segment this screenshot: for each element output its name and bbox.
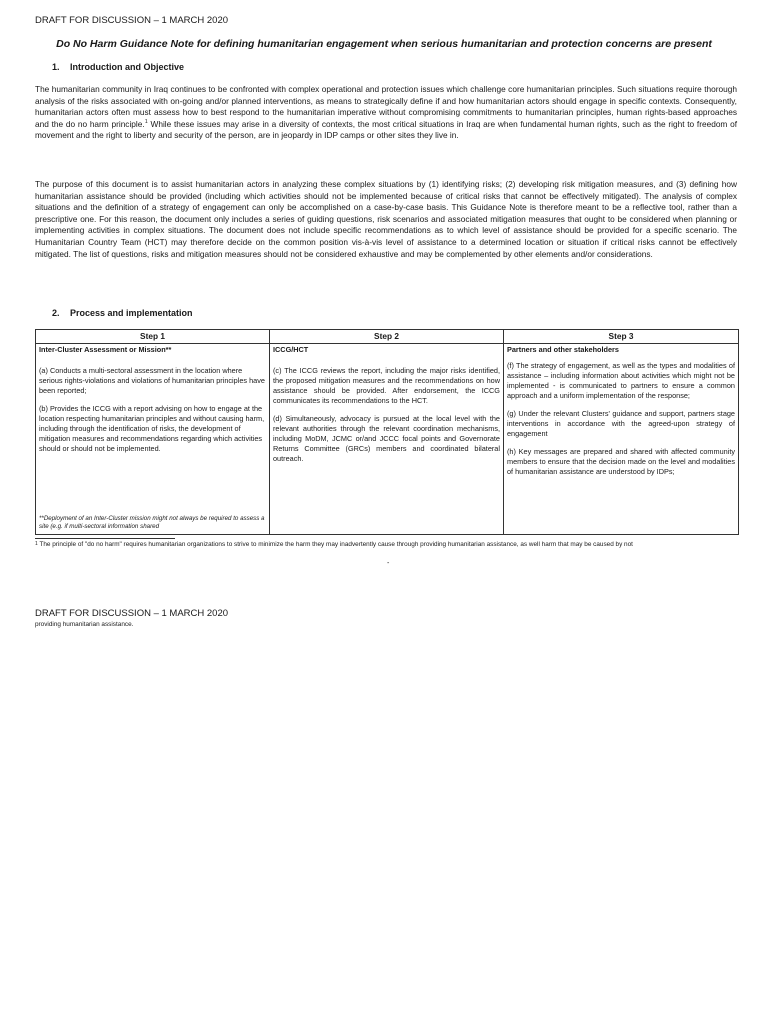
intro-paragraph-2: The purpose of this document is to assist humanitarian actors in analyzing these complex situations by (1) identifying risks; (2) developing risk mitigation measures, and (3) defining how humanitarian assistance should be provided (including which activities should not be implemented because of critical risks that cannot be effectively mitigated). The analysis of complex situations and the definition of a strategy of engagement can only be accomplished on a case-by-case basis. This Guidance Note is therefore meant to be a reflective tool, rather than a prescriptive one. For this reason, the document only includes a series of guiding questions, risk scenarios and associated mitigation measures that ought to be considered when planning or implementing activities in complex situations. The document does not include specific recommendations as to which level of assistance should be provided for a specific scenario. The Humanitarian Country Team (HCT) may therefore decide on the common position vis-à-vis level of assistance to a determined location or situation if critical risks cannot be effectively mitigated. The list of questions, risks and mitigation measures should not be considered exhaustive and may be complemented by other elements and/or considerations. bbox=[35, 179, 737, 259]
step-1-cell bbox=[36, 344, 270, 535]
intro-paragraph-1-tail: While these issues may arise in a diversity of contexts, the most critical situations in Iraq are when fundamental human rights, such as the right to freedom of movement and the right to liberty and security of the person, are in jeopardy in IDP camps or other sites they live in. bbox=[35, 118, 738, 141]
step-2-header: Step 2 bbox=[270, 330, 504, 344]
page-marker: - bbox=[387, 560, 390, 567]
step-1-header: Step 1 bbox=[36, 330, 270, 344]
footnote-number: 1 bbox=[35, 541, 38, 547]
draft-header: DRAFT FOR DISCUSSION – 1 MARCH 2020 bbox=[35, 15, 229, 26]
table-row bbox=[36, 344, 739, 535]
section-1-number: 1. bbox=[52, 62, 60, 72]
footnote-continuation: providing humanitarian assistance. bbox=[35, 621, 134, 628]
step-1-actor: Inter-Cluster Assessment or Mission** bbox=[39, 345, 172, 354]
section-1-heading bbox=[52, 62, 184, 72]
intro-paragraph-1 bbox=[35, 84, 737, 142]
section-1-title: Introduction and Objective bbox=[70, 62, 185, 72]
section-2-title: Process and implementation bbox=[70, 308, 193, 318]
document-title: Do No Harm Guidance Note for defining humanitarian engagement when serious humanitarian and protection concerns are present bbox=[56, 38, 712, 50]
step-2-item-d: (d) Simultaneously, advocacy is pursued at the local level with the relevant authorities through the relevant coordination mechanisms, including MoDM, JCMC or/and JCCC focal points and Governorate Returns Committee (GRCs) members and coordinated bilateral outreach. bbox=[273, 414, 500, 463]
section-2-heading bbox=[52, 308, 193, 318]
section-2-number: 2. bbox=[52, 308, 60, 318]
intro-paragraph-1-main: The humanitarian community in Iraq continues to be confronted with complex operational and protection issues which challenge core humanitarian principles. Such situations require thorough analysis of the risks associated with on-going and/or planned interventions, as means to strategically define if and how humanitarian actors should engage in specific contexts. Consequently, humanitarian actors often must assess how to best respond to the humanitarian imperative without compromising commitments to humanitarian principles, human rights-based approaches and the do no harm principle. bbox=[35, 84, 737, 129]
footnote-text: The principle of "do no harm" requires humanitarian organizations to strive to minimize the harm they may inadvertently cause through providing humanitarian assistance, as well harm that may be caused by not bbox=[39, 541, 633, 548]
footnote-divider bbox=[35, 538, 175, 539]
step-3-header: Step 3 bbox=[504, 330, 739, 344]
step-3-item-h: (h) Key messages are prepared and shared with affected community members to ensure that the decision made on the level and modalities of humanitarian assistance are understood by IDPs; bbox=[507, 447, 735, 476]
step-2-item-c: (c) The ICCG reviews the report, including the major risks identified, the proposed mitigation measures and the recommendations on how assistance should be provided. After endorsement, the ICCG communicates its recommendations to the HCT. bbox=[273, 366, 500, 405]
draft-header-repeat: DRAFT FOR DISCUSSION – 1 MARCH 2020 bbox=[35, 608, 229, 619]
step-3-item-g: (g) Under the relevant Clusters' guidance and support, partners stage interventions in accordance with the agreed-upon strategy of engagement bbox=[507, 409, 735, 438]
table-header-row bbox=[36, 330, 739, 344]
step-2-cell bbox=[270, 344, 504, 535]
footnote-ref[interactable]: 1 bbox=[144, 118, 148, 125]
step-1-item-b: (b) Provides the ICCG with a report advising on how to engage at the location respecting humanitarian principles and without causing harm, including through the identification of risks, the development of mitigation measures and recommendations regarding which activities should or should not be implemented. bbox=[39, 404, 265, 453]
step-1-note: **Deployment of an Inter-Cluster mission might not always be required to assess a site (e.g. if multi-sectoral information shared bbox=[39, 515, 265, 530]
process-steps-table bbox=[35, 329, 739, 535]
step-2-actor: ICCG/HCT bbox=[273, 345, 309, 354]
step-3-actor: Partners and other stakeholders bbox=[507, 345, 619, 354]
footnote bbox=[35, 541, 633, 548]
step-3-item-f: (f) The strategy of engagement, as well as the types and modalities of assistance – including information about activities which might not be implemented - is communicated to partners to ensure a common approach and a uniform implementation of the response; bbox=[507, 361, 735, 400]
step-3-cell bbox=[504, 344, 739, 535]
step-1-item-a: (a) Conducts a multi-sectoral assessment in the location where serious rights-violations and violations of humanitarian principles have been reported; bbox=[39, 366, 265, 395]
